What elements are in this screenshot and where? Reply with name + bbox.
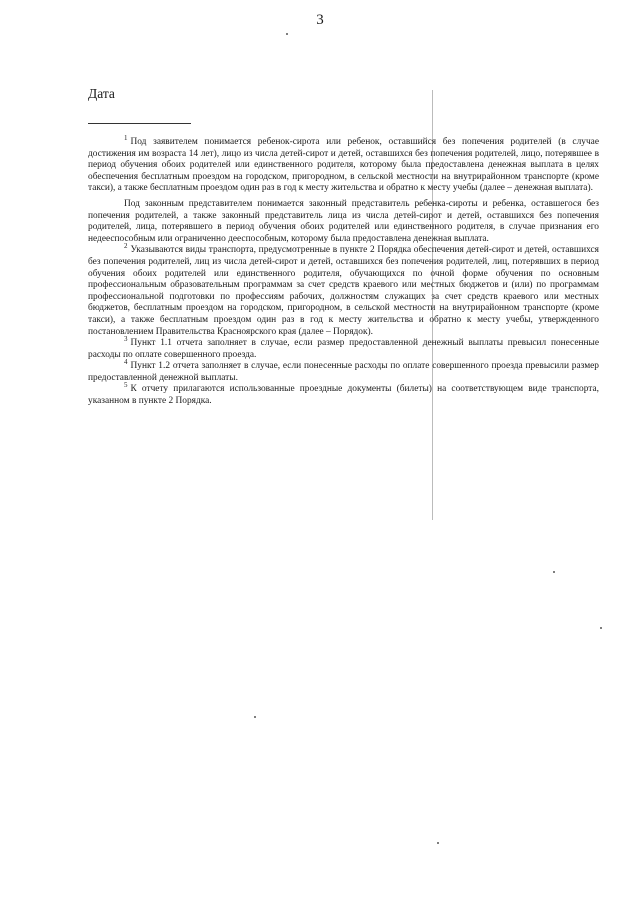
footnote-text: Под заявителем понимается ребенок-сирота или ребенок, оставшийся без попечения родителей (в случае достижения им возраста 14 лет), лицо из числа детей-сирот и детей, оставшихся без попечения родителей, лицо, потерявшее в период обучения обоих родителей или единственного родителя, которому была предоставлена денежная выплата в целях обеспечения бесплатным проездом на городском, пригородном, в сельской местности на внутрирайонном транспорте (кроме такси), а также бесплатным проездом один раз в год к месту жительства и обратно к месту учебы (далее – денежная выплата). [88,137,599,194]
footnote-3 [88,335,599,361]
footnote-mark: 3 [124,335,128,344]
footnote-text: Под законным представителем понимается законный представитель ребенка-сироты и ребенка, оставшегося без попечения родителей, а также законный представитель лица из числа детей-сирот и детей, оставшихся без попечения родителей, лица, потерявшего в период обучения обоих родителей или единственного родителя, в случае признания его недееспособным или ограниченно дееспособным, которому была предоставлена денежная выплата. [88,198,599,244]
footnote-1 [88,134,599,195]
footnote-separator [88,123,191,124]
footnote-4 [88,358,599,384]
footnote-mark: 4 [124,358,128,367]
footnote-1-continuation [88,199,599,245]
scan-speck [600,627,602,629]
footnote-mark: 1 [124,134,128,142]
page-number: 3 [316,12,324,28]
scan-speck [286,33,288,35]
footnote-mark: 2 [124,242,128,251]
footnotes [88,134,599,408]
date-label: Дата [88,86,115,101]
footnote-text: Пункт 1.2 отчета заполняет в случае, если понесенные расходы по оплате совершенного проезда превысили размер предоставленной денежной выплаты. [88,361,599,383]
footnote-text: Пункт 1.1 отчета заполняет в случае, если размер предоставленной денежный выплаты превысил понесенные расходы по оплате совершенного проезда. [88,338,599,360]
scan-speck [254,716,256,718]
scan-artifact-line [432,90,433,520]
scan-speck [553,571,555,573]
footnote-mark: 5 [124,381,128,390]
footnote-text: Указываются виды транспорта, предусмотренные в пункте 2 Порядка обеспечения детей-сирот и детей, оставшихся без попечения родителей, лиц из числа детей-сирот и детей, оставшихся без попечения родителей, лиц, потерявших в период обучения обоих родителей или единственного родителя, обучающихся по очной форме обучения по основным профессиональным образовательным программам за счет средств краевого или местных бюджетов и (или) по программам профессиональной подготовки по профессиям рабочих, должностям служащих за счет средств краевого или местных бюджетов, бесплатным проездом на городском, пригородном, в сельской местности на внутрирайонном транспорте (кроме такси), а также бесплатным проездом один раз в год к месту жительства и обратно к месту учебы, утвержденного постановлением Правительства Красноярского края (далее – Порядок). [88,245,599,337]
footnote-2 [88,242,599,338]
scan-speck [437,842,439,844]
footnote-text: К отчету прилагаются использованные проездные документы (билеты) на соответствующем виде транспорта, указанном в пункте 2 Порядка. [88,384,599,407]
footnote-5 [88,381,599,407]
